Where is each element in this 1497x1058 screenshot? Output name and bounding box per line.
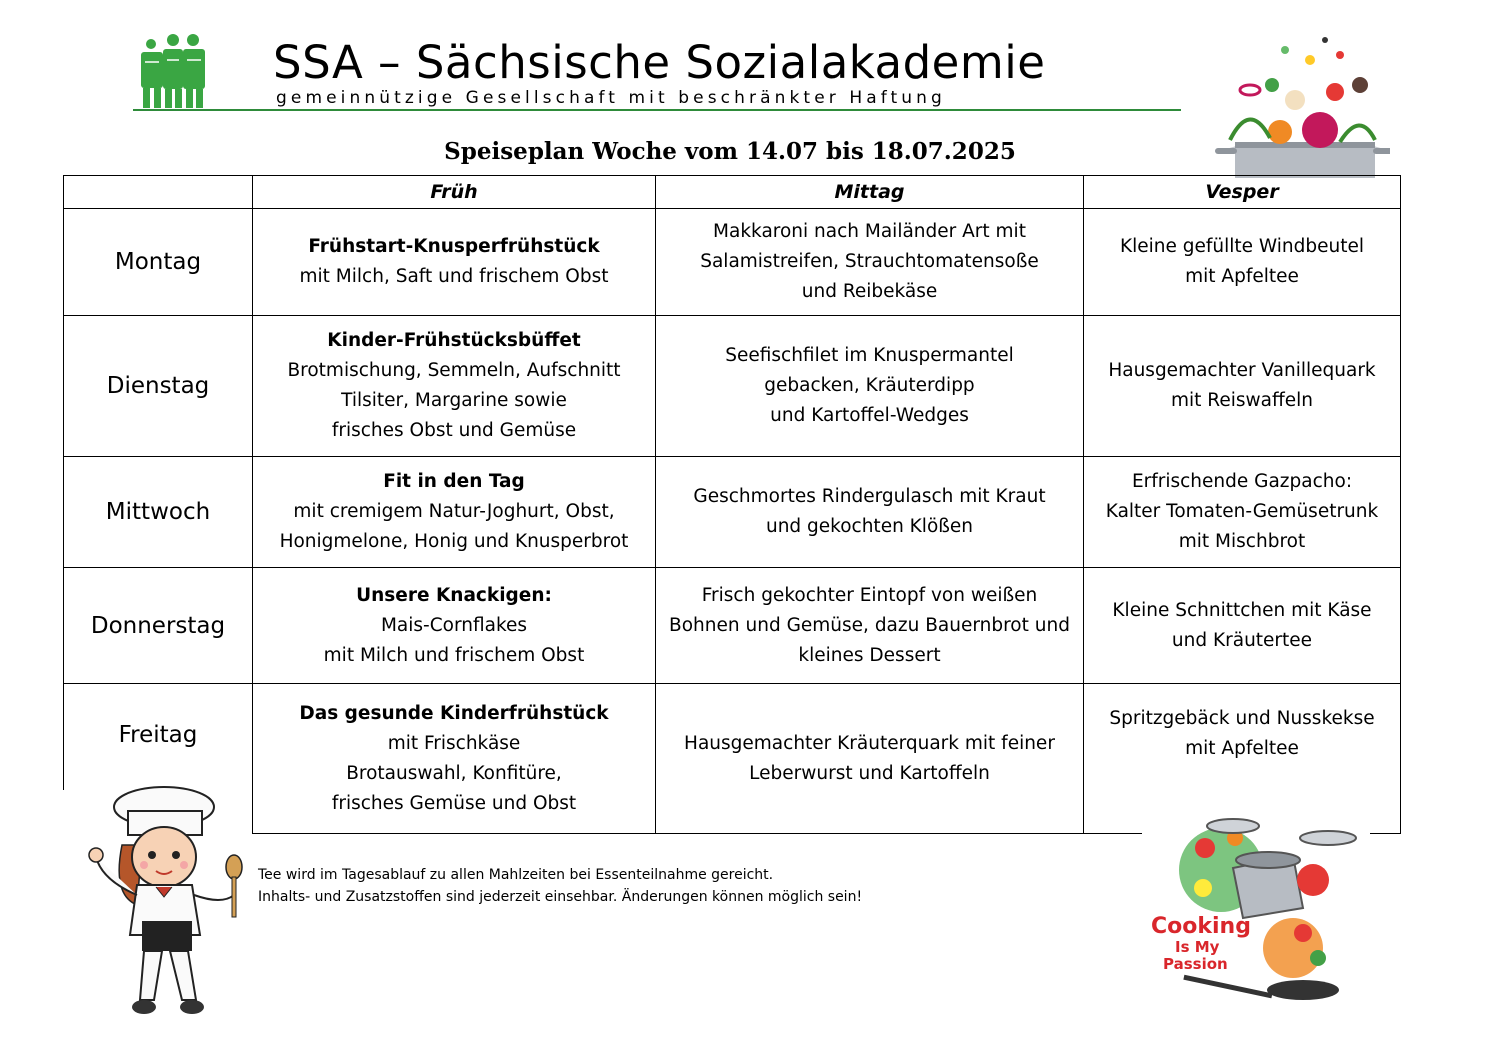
frueh-cell xyxy=(253,457,656,568)
meal-line: Bohnen und Gemüse, dazu Bauernbrot und xyxy=(669,614,1070,636)
meal-line: Spritzgebäck und Nusskekse xyxy=(1109,708,1375,729)
meal-line: Frisch gekochter Eintopf von weißen xyxy=(701,584,1038,606)
badge-text-is-my: Is My xyxy=(1175,938,1220,956)
table-row xyxy=(64,568,1401,684)
meal-line: Kleine gefüllte Windbeutel xyxy=(1119,236,1365,257)
meal-line: mit Reiswaffeln xyxy=(1171,390,1313,411)
meal-line: Mais-Cornflakes xyxy=(380,614,528,636)
cooking-passion-badge-icon xyxy=(1143,808,1373,1023)
vesper-cell xyxy=(1084,568,1401,684)
meal-title: Kinder-Frühstücksbüffet xyxy=(327,330,581,351)
vesper-cell xyxy=(1084,316,1401,457)
frueh-cell xyxy=(253,316,656,457)
meal-line: kleines Dessert xyxy=(798,644,941,666)
column-header-day xyxy=(64,176,253,209)
meal-title: Das gesunde Kinderfrühstück xyxy=(299,702,609,724)
column-header-vesper: Vesper xyxy=(1084,176,1401,209)
mittag-cell xyxy=(656,457,1084,568)
table-row xyxy=(64,209,1401,316)
meal-line: Makkaroni nach Mailänder Art mit xyxy=(713,221,1026,242)
meal-line: und Kartoffel-Wedges xyxy=(770,405,969,426)
meal-line: frisches Gemüse und Obst xyxy=(331,792,577,814)
meal-title: Fit in den Tag xyxy=(383,471,525,492)
meal-line: Erfrischende Gazpacho: xyxy=(1131,471,1353,492)
meal-line: Brotmischung, Semmeln, Aufschnitt xyxy=(287,360,621,381)
mittag-cell xyxy=(656,684,1084,834)
badge-text-cooking: Cooking xyxy=(1151,914,1251,939)
organization-subtitle: gemeinnützige Gesellschaft mit beschränkter Haftung xyxy=(276,88,946,108)
table-header-row xyxy=(64,176,1401,209)
vesper-cell xyxy=(1084,457,1401,568)
day-cell: Montag xyxy=(64,209,253,316)
meal-line: und Reibekäse xyxy=(801,281,938,302)
footnote-line: Tee wird im Tagesablauf zu allen Mahlzeiten bei Essenteilnahme gereicht. xyxy=(258,867,774,883)
day-cell: Dienstag xyxy=(64,316,253,457)
day-cell: Freitag xyxy=(64,684,253,834)
organization-name: SSA – Sächsische Sozialakademie xyxy=(273,36,1046,89)
mittag-cell xyxy=(656,316,1084,457)
page-title: Speiseplan Woche vom 14.07 bis 18.07.2025 xyxy=(444,138,1016,165)
footnote xyxy=(258,864,1058,908)
meal-line: mit Milch und frischem Obst xyxy=(323,644,585,666)
meal-line: Hausgemachter Kräuterquark mit feiner xyxy=(684,732,1055,754)
meal-line: Seefischfilet im Knuspermantel xyxy=(725,345,1014,366)
mittag-cell xyxy=(656,568,1084,684)
day-cell: Mittwoch xyxy=(64,457,253,568)
vesper-cell xyxy=(1084,209,1401,316)
meal-line: Leberwurst und Kartoffeln xyxy=(749,762,990,784)
meal-line: mit Mischbrot xyxy=(1178,531,1306,552)
meal-line: mit Apfeltee xyxy=(1185,266,1299,287)
meal-line: frisches Obst und Gemüse xyxy=(331,420,577,441)
meal-line: mit Frischkäse xyxy=(387,732,521,754)
meal-line: und Kräutertee xyxy=(1171,629,1313,651)
meal-line: Brotauswahl, Konfitüre, xyxy=(346,762,562,784)
day-cell: Donnerstag xyxy=(64,568,253,684)
meal-line: mit cremigem Natur-Joghurt, Obst, xyxy=(293,501,615,522)
menu-table xyxy=(63,175,1401,834)
meal-line: mit Apfeltee xyxy=(1185,738,1299,759)
header-divider xyxy=(133,109,1181,111)
meal-line: Honigmelone, Honig und Knusperbrot xyxy=(279,531,629,552)
family-logo-icon xyxy=(133,32,213,110)
frueh-cell xyxy=(253,209,656,316)
table-row xyxy=(64,316,1401,457)
meal-line: Salamistreifen, Strauchtomatensoße xyxy=(700,251,1039,272)
meal-line: und gekochten Klößen xyxy=(765,516,974,537)
badge-text-passion: Passion xyxy=(1163,955,1228,973)
cooking-pot-icon xyxy=(1210,30,1390,180)
mittag-cell xyxy=(656,209,1084,316)
meal-line: gebacken, Kräuterdipp xyxy=(764,375,975,396)
table-row xyxy=(64,457,1401,568)
meal-line: mit Milch, Saft und frischem Obst xyxy=(299,266,609,287)
meal-line: Kalter Tomaten-Gemüsetrunk xyxy=(1105,501,1379,522)
meal-title: Unsere Knackigen: xyxy=(356,584,552,606)
chef-child-icon xyxy=(82,785,254,1025)
frueh-cell xyxy=(253,568,656,684)
meal-line: Hausgemachter Vanillequark xyxy=(1108,360,1376,381)
meal-line: Geschmortes Rindergulasch mit Kraut xyxy=(693,486,1046,507)
column-header-frueh: Früh xyxy=(253,176,656,209)
footnote-line: Inhalts- und Zusatzstoffen sind jederzeit einsehbar. Änderungen können möglich sein! xyxy=(258,889,863,905)
meal-line: Kleine Schnittchen mit Käse xyxy=(1112,599,1372,621)
column-header-mittag: Mittag xyxy=(656,176,1084,209)
meal-title: Frühstart-Knusperfrühstück xyxy=(308,236,600,257)
meal-line: Tilsiter, Margarine sowie xyxy=(341,390,567,411)
frueh-cell xyxy=(253,684,656,834)
